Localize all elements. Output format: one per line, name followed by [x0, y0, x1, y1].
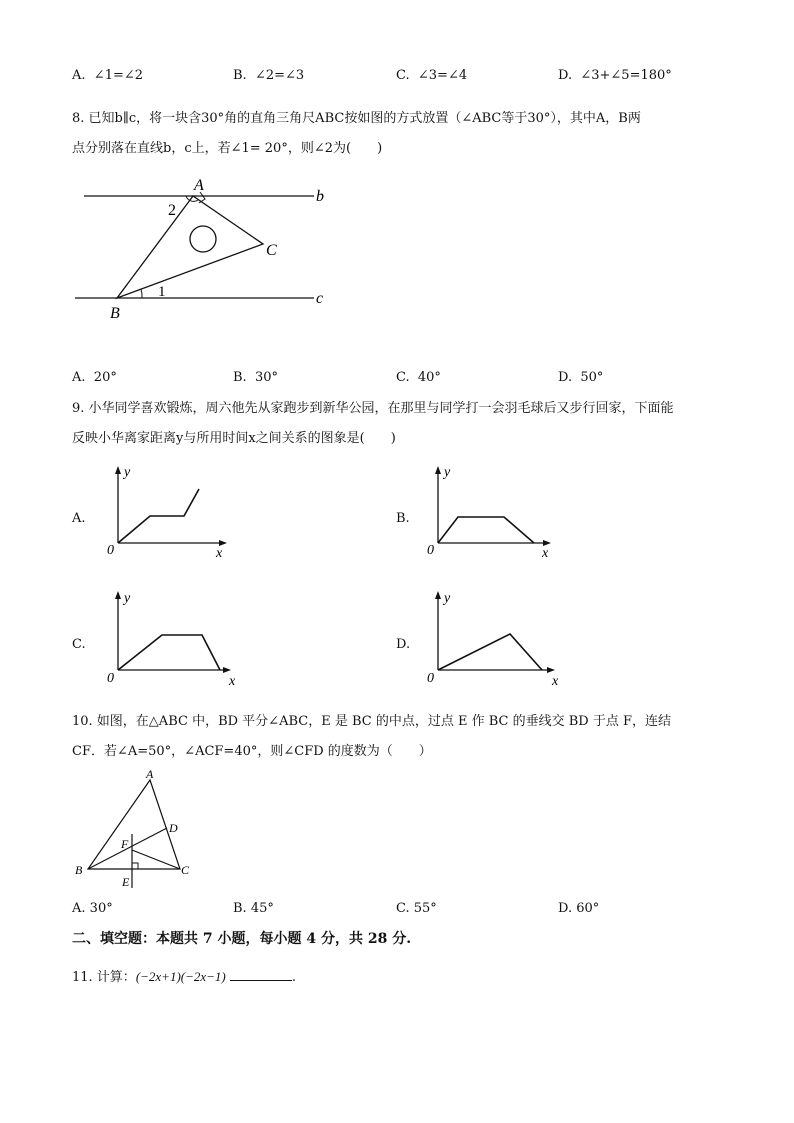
q7-option-b: B. ∠2=∠3 — [233, 68, 305, 83]
svg-text:x: x — [216, 546, 223, 559]
svg-text:x: x — [229, 674, 236, 688]
q8-option-d: D. 50° — [558, 370, 604, 385]
triangle-abc — [88, 780, 180, 869]
q9-option-d: D. — [396, 637, 411, 652]
right-angle-mark — [132, 863, 138, 869]
svg-text:A: A — [146, 767, 154, 781]
svg-text:y: y — [124, 465, 131, 480]
q10-option-b: B. 45° — [233, 901, 274, 916]
q8-option-a: A. 20° — [72, 370, 117, 385]
svg-text:y: y — [444, 465, 451, 480]
svg-text:y: y — [124, 591, 131, 606]
svg-text:F: F — [121, 837, 129, 851]
svg-text:E: E — [122, 875, 130, 889]
segment-cf — [132, 850, 180, 869]
q8-stem-line2: 点分别落在直线b，c上，若∠1= 20°，则∠2为( ) — [72, 141, 383, 156]
q9-graph-c — [104, 588, 244, 688]
q9-stem-line2: 反映小华离家距离y与所用时间x之间关系的图象是( ) — [72, 431, 396, 446]
q9-graph-b — [424, 463, 564, 559]
q10-stem-line1: 10. 如图，在△ABC 中，BD 平分∠ABC，E 是 BC 的中点，过点 E 作 BC 的垂线交 BD 于点 F，连结 — [72, 714, 671, 729]
q10-option-d: D. 60° — [558, 901, 600, 916]
svg-text:0: 0 — [107, 671, 114, 686]
q9-graph-d — [424, 588, 569, 688]
q11-expression: (−2x+1)(−2x−1) — [135, 969, 226, 984]
q7-option-a: A. ∠1=∠2 — [72, 68, 144, 83]
svg-text:0: 0 — [427, 671, 434, 686]
q9-graph-a — [104, 463, 234, 559]
label-A: A — [194, 177, 204, 194]
triangle-hole — [190, 226, 216, 252]
q9-stem-line1: 9. 小华同学喜欢锻炼，周六他先从家跑步到新华公园，在那里与同学打一会羽毛球后又步行回家，下面能 — [72, 401, 674, 416]
q10-option-a: A. 30° — [72, 901, 113, 916]
q11-answer-blank[interactable] — [230, 968, 292, 981]
label-angle-1: 1 — [158, 284, 166, 300]
q9-option-a: A. — [72, 511, 86, 526]
q7-option-c: C. ∠3=∠4 — [396, 68, 468, 83]
svg-text:C: C — [181, 863, 190, 877]
svg-text:x: x — [542, 546, 549, 559]
svg-text:D: D — [169, 821, 178, 835]
label-C: C — [266, 242, 277, 259]
q10-option-c: C. 55° — [396, 901, 437, 916]
q8-stem-line1: 8. 已知b∥c，将一块含30°角的直角三角尺ABC按如图的方式放置（∠ABC等于30°），其中A，B两 — [72, 111, 641, 126]
q9-option-c: C. — [72, 637, 86, 652]
q10-figure — [70, 766, 200, 896]
q8-option-b: B. 30° — [233, 370, 278, 385]
q11-stem: 11. 计算：(−2x+1)(−2x−1) . — [72, 969, 297, 985]
label-b: b — [316, 188, 324, 205]
q7-option-d: D. ∠3+∠5=180° — [558, 68, 672, 83]
svg-text:B: B — [75, 863, 83, 877]
label-angle-2: 2 — [168, 202, 176, 219]
label-c: c — [316, 290, 324, 307]
triangle-abc — [117, 196, 263, 298]
svg-text:0: 0 — [107, 543, 114, 558]
angle-1-arc — [141, 289, 142, 298]
q10-stem-line2: CF．若∠A=50°，∠ACF=40°，则∠CFD 的度数为（ ） — [72, 744, 432, 759]
svg-text:0: 0 — [427, 543, 434, 558]
svg-text:x: x — [552, 674, 559, 688]
q8-option-c: C. 40° — [396, 370, 441, 385]
q9-option-b: B. — [396, 511, 410, 526]
q8-figure — [70, 172, 340, 322]
svg-text:y: y — [444, 591, 451, 606]
label-B: B — [110, 305, 120, 322]
section-heading-fill-in: 二、填空题：本题共 7 小题，每小题 4 分，共 28 分. — [72, 931, 412, 947]
